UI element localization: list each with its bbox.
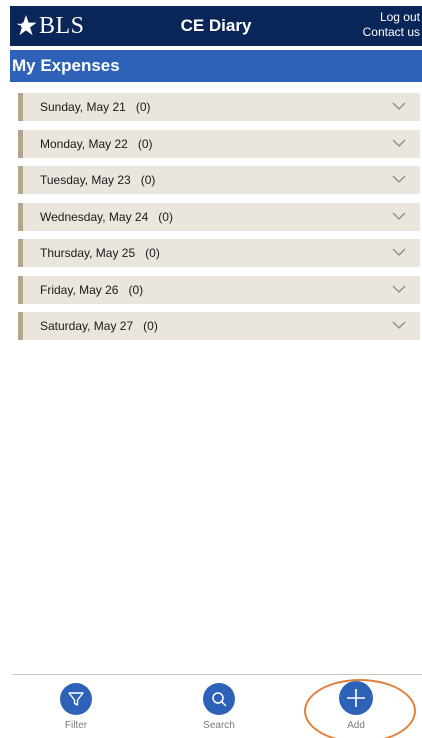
chevron-down-icon [392,320,406,330]
bottom-nav [12,674,422,738]
add-circle [339,681,373,715]
contact-link[interactable]: Contact us [362,25,420,39]
day-label: Saturday, May 27 (0) [40,319,158,333]
chevron-down-icon [392,247,406,257]
chevron-down-icon [392,138,406,148]
day-label: Monday, May 22 (0) [40,136,153,151]
chevron-down-icon [392,211,406,221]
day-label: Wednesday, May 24 (0) [40,209,173,224]
day-row-sunday[interactable] [18,93,420,121]
search-button[interactable] [184,683,254,732]
header-links [363,10,420,40]
chevron-down-icon [392,174,406,184]
filter-button[interactable] [41,683,111,732]
day-row-tuesday[interactable] [18,166,420,194]
search-circle [203,683,235,715]
chevron-down-icon [392,101,406,111]
add-button[interactable] [321,683,391,732]
filter-label: Filter [64,720,88,731]
day-row-monday[interactable] [18,130,420,158]
funnel-icon [67,690,85,708]
magnifier-icon [210,690,228,708]
logout-link[interactable]: Log out [379,10,420,24]
add-label: Add [347,720,365,731]
filter-circle [60,683,92,715]
day-label: Sunday, May 21 (0) [40,100,151,114]
day-row-saturday[interactable] [18,312,420,340]
star-icon [14,14,38,38]
day-label: Friday, May 26 (0) [40,282,144,297]
bls-logo[interactable] [14,12,85,40]
day-label: Tuesday, May 23 (0) [40,173,156,187]
day-row-friday[interactable] [18,276,420,304]
chevron-down-icon [392,284,406,294]
app-header [10,6,422,46]
search-label: Search [203,720,235,731]
logo-text: BLS [39,13,85,39]
app-title: CE Diary [180,16,252,35]
day-list [18,93,420,349]
page-title: My Expenses [10,50,422,82]
day-label: Thursday, May 25 (0) [40,246,160,260]
plus-icon [345,687,367,709]
day-row-wednesday[interactable] [18,203,420,231]
day-row-thursday[interactable] [18,239,420,267]
